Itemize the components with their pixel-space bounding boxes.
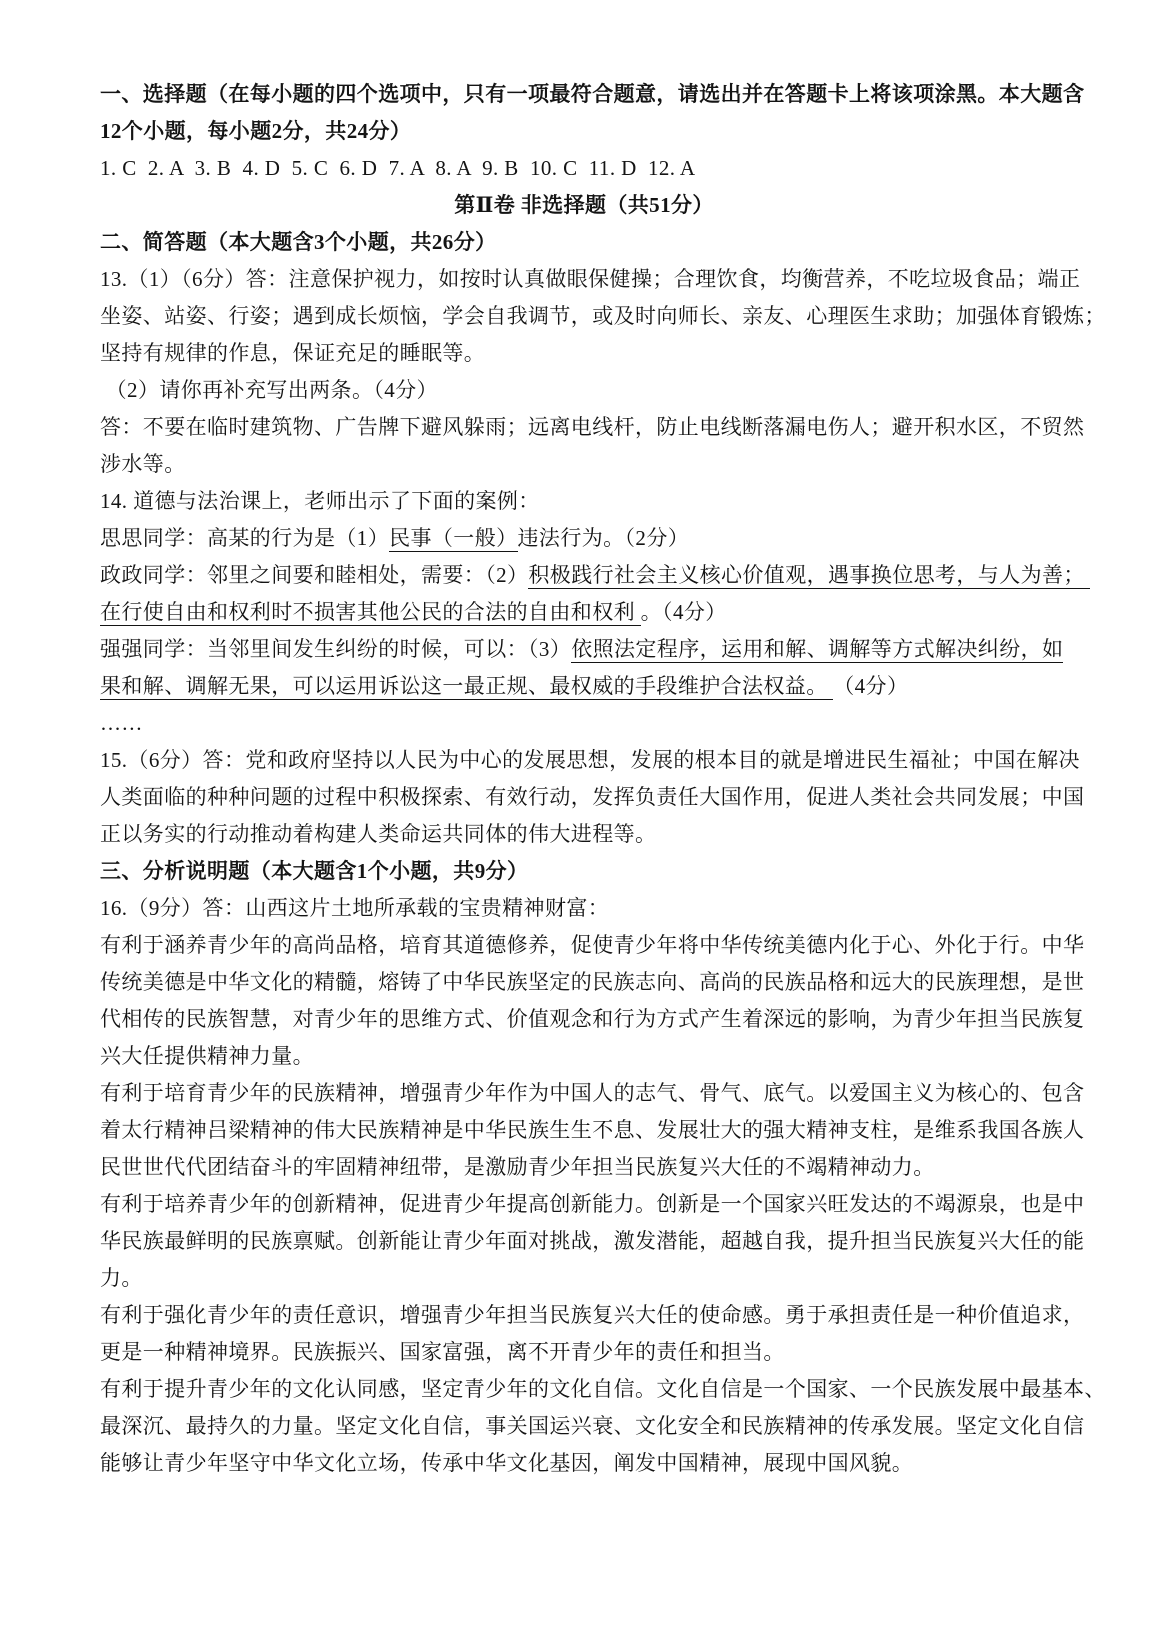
section-1-choice-heading: 一、选择题（在每小题的四个选项中，只有一项最符合题意，请选出并在答题卡上将该项涂黑。本大题含 bbox=[100, 82, 1085, 106]
q14-zhengzheng-answer-line-1 bbox=[100, 557, 1091, 594]
q16-para1-line-1: 有利于涵养青少年的高尚品格，培育其道德修养，促使青少年将中华传统美德内化于心、外化于行。中华 bbox=[100, 933, 1085, 957]
q14-qiangqiang-suffix: （4分） bbox=[833, 674, 909, 698]
section-3-analysis-heading: 三、分析说明题（本大题含1个小题，共9分） bbox=[100, 859, 529, 883]
q16-para4-line-1: 有利于强化青少年的责任意识，增强青少年担当民族复兴大任的使命感。勇于承担责任是一种价值追求， bbox=[100, 1303, 1085, 1327]
q14-sisi-answer-line bbox=[100, 520, 1068, 557]
q14-blank-2-answer-part-1: 积极践行社会主义核心价值观，遇事换位思考，与人为善； bbox=[528, 563, 1091, 587]
q14-qiangqiang-answer-line-2 bbox=[100, 668, 1068, 705]
q15-answer-line-2: 人类面临的种种问题的过程中积极探索、有效行动，发挥负责任大国作用，促进人类社会共同发展；中国 bbox=[100, 785, 1085, 809]
ellipsis-line: …… bbox=[100, 711, 143, 735]
q16-para5-line-2: 最深沉、最持久的力量。坚定文化自信，事关国运兴衰、文化安全和民族精神的传承发展。坚定文化自信 bbox=[100, 1414, 1085, 1438]
q16-para1-line-4: 兴大任提供精神力量。 bbox=[100, 1044, 314, 1068]
q16-para5-line-1: 有利于提升青少年的文化认同感，坚定青少年的文化自信。文化自信是一个国家、一个民族发展中最基本、 bbox=[100, 1377, 1106, 1401]
q16-para2-line-1: 有利于培育青少年的民族精神，增强青少年作为中国人的志气、骨气、底气。以爱国主义为核心的、包含 bbox=[100, 1081, 1085, 1105]
choice-answer-key: 1. C 2. A 3. B 4. D 5. C 6. D 7. A 8. A 9. B 10. C 11. D 12. A bbox=[100, 156, 696, 180]
part-2-title: 第Ⅱ卷 非选择题（共51分） bbox=[454, 193, 714, 217]
q16-para5-line-3: 能够让青少年坚守中华文化立场，传承中华文化基因，阐发中国精神，展现中国风貌。 bbox=[100, 1451, 914, 1475]
q15-answer-line-1: 15.（6分）答：党和政府坚持以人民为中心的发展思想，发展的根本目的就是增进民生福祉；中国在解决 bbox=[100, 748, 1080, 772]
q16-para1-line-2: 传统美德是中华文化的精髓，熔铸了中华民族坚定的民族志向、高尚的民族品格和远大的民族理想，是世 bbox=[100, 970, 1085, 994]
section-2-short-answer-heading: 二、简答题（本大题含3个小题，共26分） bbox=[100, 230, 497, 254]
q16-answer-intro: 16.（9分）答：山西这片土地所承载的宝贵精神财富： bbox=[100, 896, 610, 920]
q16-para4-line-2: 更是一种精神境界。民族振兴、国家富强，离不开青少年的责任和担当。 bbox=[100, 1340, 785, 1364]
q16-para3-line-2: 华民族最鲜明的民族禀赋。创新能让青少年面对挑战，激发潜能，超越自我，提升担当民族复兴大任的能 bbox=[100, 1229, 1085, 1253]
q13-part2-answer-line-2: 涉水等。 bbox=[100, 452, 186, 476]
document-text-block bbox=[100, 76, 1106, 1482]
q14-blank-2-answer-part-2: 在行使自由和权利时不损害其他公民的合法的自由和权利 bbox=[100, 600, 641, 624]
q14-zhengzheng-answer-line-2 bbox=[100, 594, 1068, 631]
q14-blank-3-answer-part-2: 果和解、调解无果，可以运用诉讼这一最正规、最权威的手段维护合法权益。 bbox=[100, 674, 834, 698]
q14-sisi-prefix: 思思同学：高某的行为是（1） bbox=[100, 526, 390, 550]
q13-part1-answer-line-3: 坚持有规律的作息，保证充足的睡眠等。 bbox=[100, 341, 486, 365]
q14-zhengzheng-suffix: 。（4分） bbox=[640, 600, 727, 624]
q14-qiangqiang-answer-line-1 bbox=[100, 631, 1068, 668]
q13-part1-answer-line-2: 坐姿、站姿、行姿；遇到成长烦恼，学会自我调节，或及时向师长、亲友、心理医生求助；加强体育锻炼； bbox=[100, 304, 1106, 328]
q16-para2-line-3: 民世世代代团结奋斗的牢固精神纽带，是激励青少年担当民族复兴大任的不竭精神动力。 bbox=[100, 1155, 935, 1179]
q14-qiangqiang-prefix: 强强同学：当邻里间发生纠纷的时候，可以：（3） bbox=[100, 637, 572, 661]
q13-part2-answer-line-1: 答：不要在临时建筑物、广告牌下避风躲雨；远离电线杆，防止电线断落漏电伤人；避开积水区，不贸然 bbox=[100, 415, 1085, 439]
q14-sisi-suffix: 违法行为。（2分） bbox=[517, 526, 690, 550]
section-1-choice-heading-cont: 12个小题，每小题2分，共24分） bbox=[100, 119, 412, 143]
q14-zhengzheng-prefix: 政政同学：邻里之间要和睦相处，需要：（2） bbox=[100, 563, 529, 587]
q14-case-intro: 14. 道德与法治课上，老师出示了下面的案例： bbox=[100, 489, 540, 513]
q14-blank-3-answer-part-1: 依照法定程序，运用和解、调解等方式解决纠纷，如 bbox=[571, 637, 1064, 661]
q13-part1-answer-line-1: 13.（1）（6分）答：注意保护视力，如按时认真做眼保健操；合理饮食，均衡营养，不吃垃圾食品；端正 bbox=[100, 267, 1081, 291]
q14-blank-1-answer: 民事（一般） bbox=[389, 526, 518, 550]
q16-para3-line-3: 力。 bbox=[100, 1266, 143, 1290]
q13-part2-prompt: （2）请你再补充写出两条。（4分） bbox=[100, 378, 438, 402]
q15-answer-line-3: 正以务实的行动推动着构建人类命运共同体的伟大进程等。 bbox=[100, 822, 657, 846]
q16-para1-line-3: 代相传的民族智慧，对青少年的思维方式、价值观念和行为方式产生着深远的影响，为青少年担当民族复 bbox=[100, 1007, 1085, 1031]
q16-para2-line-2: 着太行精神吕梁精神的伟大民族精神是中华民族生生不息、发展壮大的强大精神支柱，是维系我国各族人 bbox=[100, 1118, 1085, 1142]
q16-para3-line-1: 有利于培养青少年的创新精神，促进青少年提高创新能力。创新是一个国家兴旺发达的不竭源泉，也是中 bbox=[100, 1192, 1085, 1216]
